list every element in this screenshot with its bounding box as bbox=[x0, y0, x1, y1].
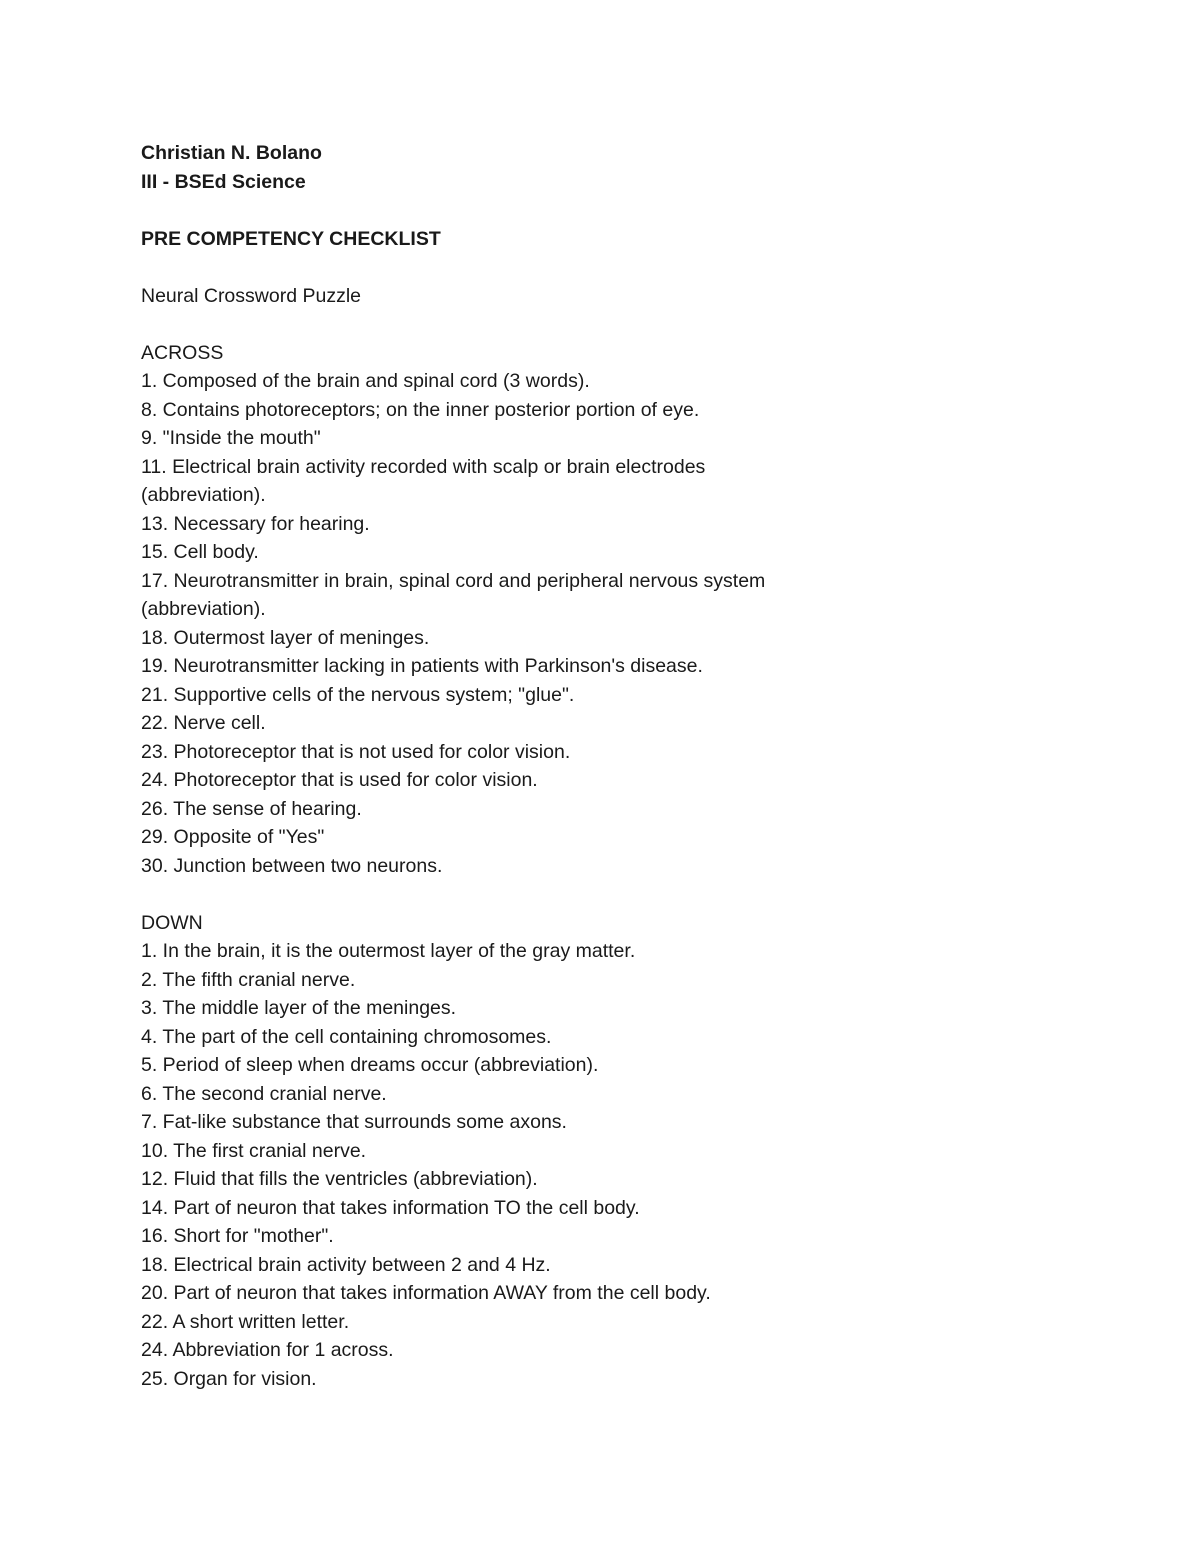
spacer bbox=[141, 880, 901, 909]
across-clue-continuation: (abbreviation). bbox=[141, 598, 266, 620]
across-clue: 13. Necessary for hearing. bbox=[141, 512, 370, 535]
across-clue: 29. Opposite of "Yes" bbox=[141, 826, 325, 848]
down-heading: DOWN bbox=[141, 911, 203, 934]
down-clue: 14. Part of neuron that takes information TO the cell body. bbox=[141, 1196, 640, 1219]
across-clue: 15. Cell body. bbox=[141, 541, 259, 563]
across-clue: 9. "Inside the mouth" bbox=[141, 427, 321, 449]
across-clue: 11. Electrical brain activity recorded with scalp or brain electrodes bbox=[141, 455, 706, 478]
across-clue: 30. Junction between two neurons. bbox=[141, 854, 443, 877]
across-clue: 17. Neurotransmitter in brain, spinal cord and peripheral nervous system bbox=[141, 569, 766, 592]
down-clue: 22. A short written letter. bbox=[141, 1310, 350, 1333]
down-clue: 3. The middle layer of the meninges. bbox=[141, 997, 457, 1019]
across-clue: 22. Nerve cell. bbox=[141, 712, 266, 734]
spacer bbox=[141, 253, 901, 282]
down-clue: 10. The first cranial nerve. bbox=[141, 1139, 367, 1162]
across-clue: 24. Photoreceptor that is used for color vision. bbox=[141, 769, 538, 791]
student-name: Christian N. Bolano bbox=[141, 142, 322, 164]
down-clue-list bbox=[141, 937, 901, 1393]
down-clue: 7. Fat-like substance that surrounds some axons. bbox=[141, 1111, 567, 1133]
puzzle-title: Neural Crossword Puzzle bbox=[141, 284, 361, 307]
across-clue: 8. Contains photoreceptors; on the inner posterior portion of eye. bbox=[141, 398, 700, 421]
down-clue: 18. Electrical brain activity between 2 and 4 Hz. bbox=[141, 1253, 551, 1276]
down-clue: 24. Abbreviation for 1 across. bbox=[141, 1339, 394, 1361]
across-clue: 26. The sense of hearing. bbox=[141, 797, 362, 820]
spacer bbox=[141, 310, 901, 339]
across-clue: 18. Outermost layer of meninges. bbox=[141, 626, 430, 649]
down-clue: 6. The second cranial nerve. bbox=[141, 1082, 387, 1105]
student-program: III - BSEd Science bbox=[141, 170, 306, 193]
across-clue: 1. Composed of the brain and spinal cord (3 words). bbox=[141, 370, 590, 392]
down-clue: 16. Short for "mother". bbox=[141, 1225, 334, 1247]
down-clue: 25. Organ for vision. bbox=[141, 1367, 317, 1390]
across-clue-list bbox=[141, 367, 901, 880]
document-page bbox=[141, 139, 901, 1393]
down-clue: 4. The part of the cell containing chromosomes. bbox=[141, 1025, 552, 1048]
down-clue: 2. The fifth cranial nerve. bbox=[141, 968, 356, 991]
across-clue-continuation: (abbreviation). bbox=[141, 484, 266, 506]
down-clue: 20. Part of neuron that takes information AWAY from the cell body. bbox=[141, 1282, 711, 1304]
across-clue: 23. Photoreceptor that is not used for color vision. bbox=[141, 740, 571, 763]
down-clue: 1. In the brain, it is the outermost layer of the gray matter. bbox=[141, 940, 636, 962]
across-clue: 21. Supportive cells of the nervous system; "glue". bbox=[141, 683, 575, 706]
down-clue: 5. Period of sleep when dreams occur (abbreviation). bbox=[141, 1054, 599, 1076]
down-clue: 12. Fluid that fills the ventricles (abbreviation). bbox=[141, 1168, 538, 1190]
checklist-title: PRE COMPETENCY CHECKLIST bbox=[141, 227, 441, 250]
across-heading: ACROSS bbox=[141, 341, 224, 364]
spacer bbox=[141, 196, 901, 225]
across-clue: 19. Neurotransmitter lacking in patients with Parkinson's disease. bbox=[141, 655, 703, 677]
